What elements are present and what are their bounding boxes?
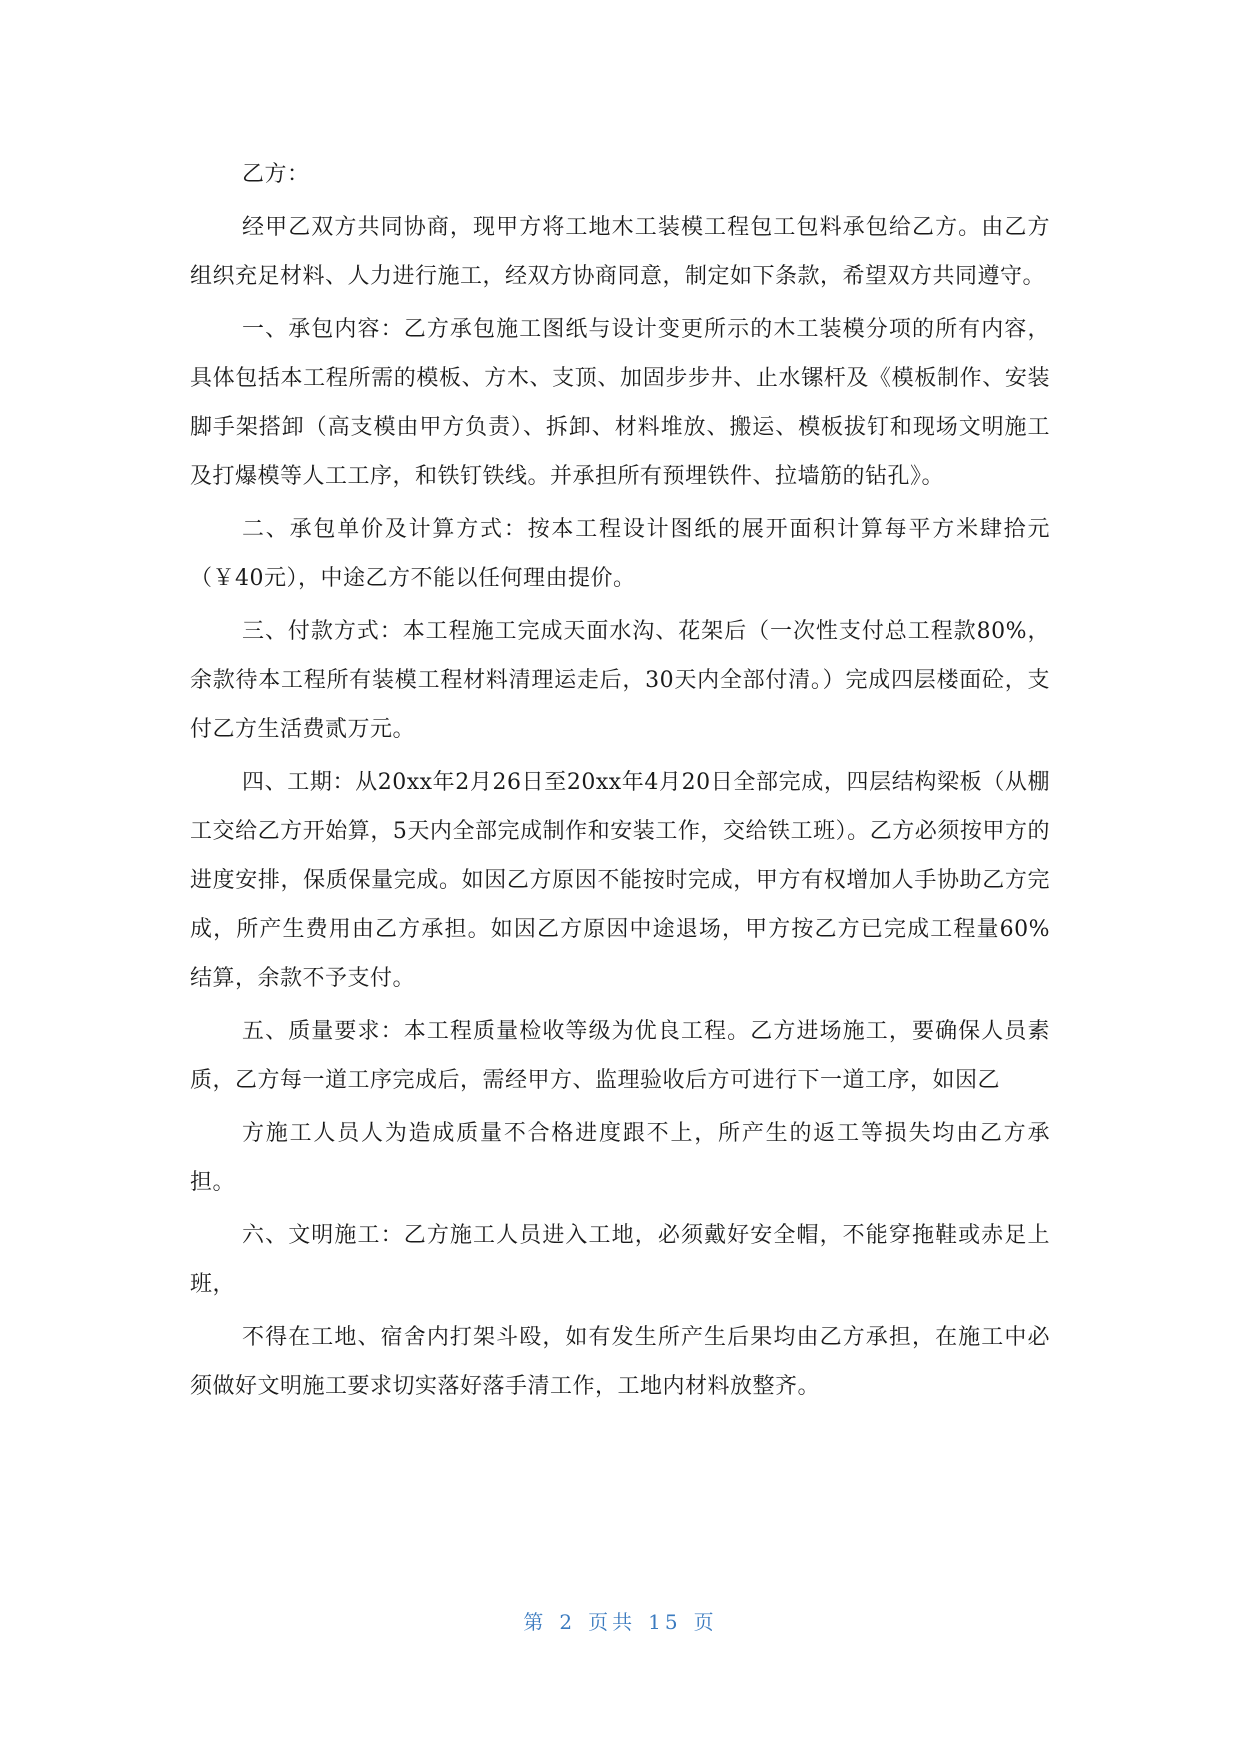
document-body xyxy=(190,150,1050,1415)
page-footer xyxy=(0,1606,1241,1635)
footer-total-pages: 15 xyxy=(648,1610,682,1634)
paragraph-clause-4: 四、工期：从20xx年2月26日至20xx年4月20日全部完成，四层结构梁板（从棚工交给乙方开始算，5天内全部完成制作和安装工作，交给铁工班）。乙方必须按甲方的进度安排，保质保量完成。如因乙方原因不能按时完成，甲方有权增加人手协助乙方完成，所产生费用由乙方承担。如因乙方原因中途退场，甲方按乙方已完成工程量60%结算，余款不予支付。 xyxy=(190,770,1050,991)
paragraph-clause-3: 三、付款方式：本工程施工完成天面水沟、花架后（一次性支付总工程款80%，余款待本工程所有装模工程材料清理运走后，30天内全部付清。）完成四层楼面砼，支付乙方生活费贰万元。 xyxy=(190,619,1050,742)
footer-middle: 页共 xyxy=(588,1610,637,1634)
paragraph-clause-1: 一、承包内容：乙方承包施工图纸与设计变更所示的木工装模分项的所有内容，具体包括本工程所需的模板、方木、支顶、加固步步井、止水镙杆及《模板制作、安装脚手架搭卸（高支模由甲方负责）、拆卸、材料堆放、搬运、模板拔钉和现场文明施工及打爆模等人工工序，和铁钉铁线。并承担所有预埋铁件、拉墙筋的钻孔》。 xyxy=(190,317,1050,489)
footer-suffix: 页 xyxy=(693,1610,718,1634)
paragraph-clause-6-cont: 不得在工地、宿舍内打架斗殴，如有发生所产生后果均由乙方承担，在施工中必须做好文明施工要求切实落好落手清工作，工地内材料放整齐。 xyxy=(190,1325,1050,1399)
paragraph-intro: 经甲乙双方共同协商，现甲方将工地木工装模工程包工包料承包给乙方。由乙方组织充足材料、人力进行施工，经双方协商同意，制定如下条款，希望双方共同遵守。 xyxy=(190,215,1050,289)
footer-page-number: 2 xyxy=(559,1610,577,1634)
footer-prefix: 第 xyxy=(523,1610,548,1634)
paragraph-clause-5: 五、质量要求：本工程质量检收等级为优良工程。乙方进场施工，要确保人员素质，乙方每一道工序完成后，需经甲方、监理验收后方可进行下一道工序，如因乙 xyxy=(190,1019,1050,1093)
paragraph-clause-5-cont: 方施工人员人为造成质量不合格进度跟不上，所产生的返工等损失均由乙方承担。 xyxy=(190,1121,1050,1195)
paragraph-clause-6: 六、文明施工：乙方施工人员进入工地，必须戴好安全帽，不能穿拖鞋或赤足上班， xyxy=(190,1223,1050,1297)
paragraph-party-b: 乙方： xyxy=(242,162,310,187)
paragraph-clause-2: 二、承包单价及计算方式：按本工程设计图纸的展开面积计算每平方米肆拾元（￥40元），中途乙方不能以任何理由提价。 xyxy=(190,517,1050,591)
